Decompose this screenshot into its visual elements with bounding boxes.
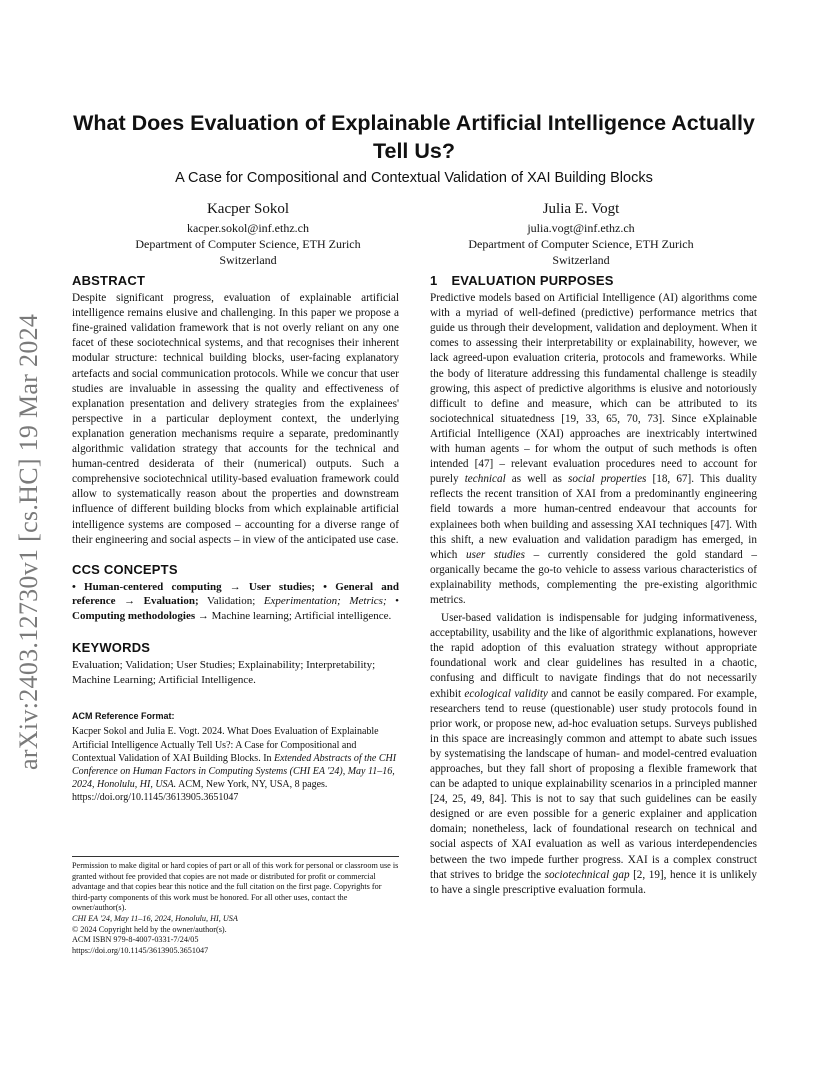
section-paragraph-2 <box>430 611 757 898</box>
permission-footnote <box>72 856 399 956</box>
keywords-text: Evaluation; Validation; User Studies; Explainability; Interpretability; Machine Learning; Artificial Intelligence. <box>72 659 376 686</box>
author-block-2 <box>416 200 746 268</box>
author-country: Switzerland <box>219 253 277 267</box>
text-run: User-based validation is indispensable for judging informativeness, acceptability, usability and the like of algorithmic explanations, however the rapid adoption of this evaluation strategy without appropriate foundational work and clear guidelines has resulted in a chaotic, confusing and difficult to navigate findings that do not necessarily exhibit <box>430 612 757 700</box>
section-paragraph-1 <box>430 291 757 608</box>
author-name: Kacper Sokol <box>206 201 290 217</box>
emphasis: technical <box>464 473 506 486</box>
text-run: [2, 19], hence it is unlikely to have a single prescriptive evaluation formula. <box>430 868 757 896</box>
text-run: [18, 67]. This duality reflects the recent transition of XAI from a predominantly engineering field towards a more human-centred endeavour that accounts for explainees both when building and assessing XAI techniques [47]. With this shift, a new evaluation and validation paradigm has emerged, in which <box>430 473 757 561</box>
ccs-item: • General and reference → Evaluation; <box>72 580 399 608</box>
ccs-item: Machine learning; Artificial intelligence. <box>211 609 392 622</box>
author-affiliation: Department of Computer Science, ETH Zurich <box>468 237 694 251</box>
reference-tail: ACM, New York, NY, USA, 8 pages. https://doi.org/10.1145/3613905.3651047 <box>72 779 328 804</box>
section-title: EVALUATION PURPOSES <box>451 273 614 288</box>
doi-link[interactable]: https://doi.org/10.1145/3613905.3651047 <box>72 945 209 955</box>
ccs-item: Computing methodologies → <box>72 609 209 622</box>
keywords-heading: KEYWORDS <box>72 640 151 656</box>
arxiv-identifier-stamp: arXiv:2403.12730v1 [cs.HC] 19 Mar 2024 <box>14 313 43 770</box>
ccs-item: Experimentation; <box>263 595 341 608</box>
acm-reference <box>72 709 399 804</box>
text-run: – currently considered the gold standard – organically became the go-to vehicle to assess various characteristics of explainability methods, complementing the pre-existing algorithmic metrics. <box>430 548 758 606</box>
text-run: and cannot be easily compared. For example, researchers tend to reuse (questionable) user study protocols found in prior work, or propose new, ad-hoc evaluation setups. Surveys published in this space are increasingly common and attempt to abate such issues by systematising the landscape of human- and model-centred evaluation approaches, but they fall short of proposing a flexible framework that can be adapted to unique explainability scenarios in a principled manner [24, 25, 49, 84]. This is not to say that such guidelines can be easily designed or are even possible for a generic explainer and application domain; nonetheless, lack of foundational research on technical and social aspects of XAI evaluation as well as various interdependencies between the two impede further progress. XAI is a complex construct that strives to bridge the <box>430 687 757 881</box>
abstract-text: Despite significant progress, evaluation of explainable artificial intelligence remains elusive and challenging. In this paper we propose a fine-grained validation framework that is not overly reliant on any one facet of these sociotechnical systems, and that recognises their inherent modular structure: technical building blocks, user-facing explanatory artefacts and social communication protocols. While we concur that user studies are invaluable in assessing the quality and effectiveness of explanation presentation and delivery strategies from the explainees' perspective in a particular deployment context, the underlying explanation generation mechanisms require a separate, predominantly algorithmic validation strategy that accounts for the technical and human-centred desiderata of their (numerical) outputs. Such a comprehensive sociotechnical utility-based evaluation framework could allow to systematically reason about the properties and downstream influence of different building blocks from which explainable artificial intelligence systems are composed – accounting for a diverse range of their engineering and social aspects – in view of the anticipated use case. <box>72 292 399 546</box>
text-run: as well as <box>505 473 568 486</box>
ccs-item: • Human-centered computing → User studies; <box>72 580 315 593</box>
emphasis: ecological validity <box>464 687 548 700</box>
emphasis: social properties <box>568 473 647 486</box>
text-run: Predictive models based on Artificial Intelligence (AI) algorithms come with a myriad of well-defined (predictive) performance metrics that guide us through their development, validation and deployment. When it comes to assessing their interpretability or explainability, however, we lack agreed-upon evaluation criteria, protocols and frameworks. While the body of literature addressing this fundamental challenge is steadily growing, this aspect of predictive algorithms is elusive and notoriously difficult to define and measure, which can be attributed to its sociotechnical situatedness [19, 33, 65, 70, 73]. Since eXplainable Artificial Intelligence (XAI) approaches are inextricably intertwined with human agents – for whom the output of such methods is often intended [47] – relevant evaluation procedures need to account for purely <box>430 292 757 486</box>
isbn-line: ACM ISBN 979-8-4007-0331-7/24/05 <box>72 935 199 945</box>
acm-reference-text <box>72 725 399 804</box>
copyright-line: © 2024 Copyright held by the owner/author(s). <box>72 924 227 934</box>
author-name: Julia E. Vogt <box>542 201 620 217</box>
emphasis: sociotechnical gap <box>544 868 630 881</box>
author-country: Switzerland <box>552 253 610 267</box>
author-block-1 <box>83 200 413 268</box>
permission-text: Permission to make digital or hard copies of part or all of this work for personal or classroom use is granted without fee provided that copies are not made or distributed for profit or commercial advantage and that copies bear this notice and the full citation on the first page. Copyrights for third-party components of this work must be honored. For all other uses, contact the owner/author(s). <box>72 861 399 913</box>
paper-subtitle: A Case for Compositional and Contextual Validation of XAI Building Blocks <box>175 170 653 186</box>
ccs-heading: CCS CONCEPTS <box>72 561 178 577</box>
ccs-concepts <box>72 580 399 624</box>
ccs-item: • <box>395 595 400 608</box>
emphasis: user studies <box>466 548 525 561</box>
section-heading <box>430 273 757 288</box>
ccs-item: Metrics; <box>349 595 387 608</box>
right-column <box>430 273 757 898</box>
section-number: 1 <box>430 273 438 288</box>
left-column <box>72 273 399 805</box>
author-email[interactable]: julia.vogt@inf.ethz.ch <box>527 221 635 235</box>
author-affiliation: Department of Computer Science, ETH Zurich <box>135 237 361 251</box>
reference-plain: Kacper Sokol and Julia E. Vogt. 2024. What Does Evaluation of Explainable Artificial Intelligence Actually Tell Us?: A Case for Compositional and Contextual Validation of XAI Building Blocks. In <box>72 726 379 764</box>
reference-venue: Extended Abstracts of the CHI Conference on Human Factors in Computing Systems (CHI EA '24), May 11–16, 2024, Honolulu, HI, USA. <box>72 752 397 791</box>
paper-title: What Does Evaluation of Explainable Artificial Intelligence Actually Tell Us? <box>73 111 755 163</box>
author-email[interactable]: kacper.sokol@inf.ethz.ch <box>186 221 309 235</box>
conference-venue: CHI EA '24, May 11–16, 2024, Honolulu, HI, USA <box>72 913 238 923</box>
acm-reference-heading: ACM Reference Format: <box>72 711 175 722</box>
ccs-item: Validation; <box>207 595 256 608</box>
abstract-heading: ABSTRACT <box>72 273 146 288</box>
